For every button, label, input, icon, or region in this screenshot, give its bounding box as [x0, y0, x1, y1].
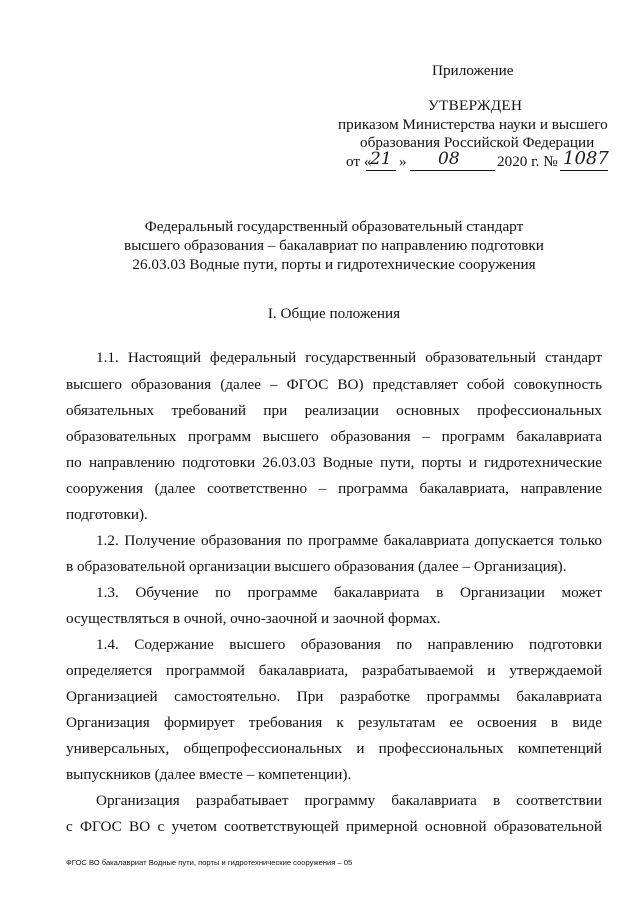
p1-line-2: высшего образования (далее – ФГОС ВО) представляет собой совокупность: [66, 376, 602, 393]
approved-label: УТВЕРЖДЕН: [428, 97, 523, 114]
p3-line-2: осуществляться в очной, очно-заочной и заочной формах.: [66, 610, 441, 627]
document-title-line-2: высшего образования – бакалавриат по направлению подготовки: [124, 237, 544, 254]
p4-line-3: Организацией самостоятельно. При разработке программы бакалавриата: [66, 688, 602, 705]
p1-line-5: по направлению подготовки 26.03.03 Водные пути, порты и гидротехнические: [66, 454, 602, 471]
document-title-line-3: 26.03.03 Водные пути, порты и гидротехнические сооружения: [132, 256, 536, 273]
p5-line-2: с ФГОС ВО с учетом соответствующей примерной основной образовательной: [66, 818, 602, 835]
order-line-1: приказом Министерства науки и высшего: [338, 116, 608, 133]
p4-line-2: определяется программой бакалавриата, разрабатываемой и утверждаемой: [66, 662, 602, 679]
p2-line-1: 1.2. Получение образования по программе бакалавриата допускается только: [96, 532, 602, 549]
p4-line-4: Организация формирует требования к результатам ее освоения в виде: [66, 714, 602, 731]
p1-line-3: обязательных требований при реализации основных профессиональных: [66, 402, 602, 419]
appendix-label: Приложение: [432, 62, 514, 79]
p5-line-1: Организация разрабатывает программу бакалавриата в соответствии: [96, 792, 602, 809]
date-day-handwritten: 21: [370, 149, 392, 169]
p1-line-4: образовательных программ высшего образования – программ бакалавриата: [66, 428, 602, 445]
order-number-underline: [560, 170, 608, 171]
date-year: 2020 г. №: [497, 153, 558, 170]
p4-line-5: универсальных, общепрофессиональных и профессиональных компетенций: [66, 740, 602, 757]
date-day-underline: [366, 170, 396, 171]
p2-line-2: в образовательной организации высшего образования (далее – Организация).: [66, 558, 567, 575]
p1-line-6: сооружения (далее соответственно – программа бакалавриата, направление: [66, 480, 602, 497]
date-mid: »: [399, 153, 407, 170]
p4-line-1: 1.4. Содержание высшего образования по направлению подготовки: [96, 636, 602, 653]
date-month-underline: [410, 170, 495, 171]
page-footer: ФГОС ВО бакалавриат Водные пути, порты и гидротехнические сооружения – 05: [66, 858, 353, 867]
p1-line-7: подготовки).: [66, 506, 148, 523]
p3-line-1: 1.3. Обучение по программе бакалавриата в Организации может: [96, 584, 602, 601]
p4-line-6: выпускников (далее вместе – компетенции).: [66, 766, 352, 783]
order-number-handwritten: 1087: [563, 148, 609, 169]
date-month-handwritten: 08: [438, 149, 460, 169]
section-heading: I. Общие положения: [267, 305, 401, 322]
date-prefix: от «: [346, 153, 372, 170]
order-line-2: образования Российской Федерации: [360, 134, 595, 151]
document-title-line-1: Федеральный государственный образовательный стандарт: [144, 218, 524, 235]
p1-line-1: 1.1. Настоящий федеральный государственный образовательный стандарт: [96, 349, 602, 366]
